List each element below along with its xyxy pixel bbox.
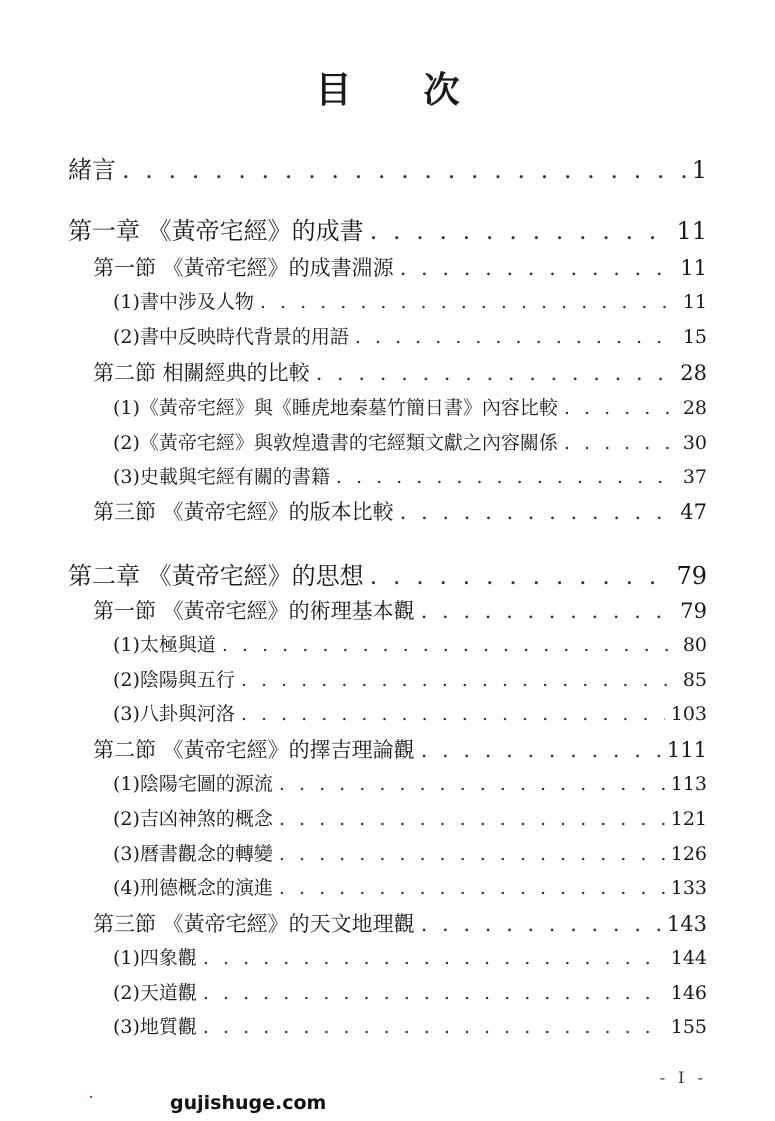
toc-entry-page: 126 (670, 843, 707, 865)
toc-entry-page: 1 (691, 156, 707, 184)
toc-entry-label: (2)吉凶神煞的概念 (113, 808, 273, 830)
toc-entry-page: 144 (670, 947, 707, 969)
dot-leader (355, 326, 677, 348)
toc-entry-section[interactable] (93, 357, 707, 387)
toc-entry-subsection[interactable] (113, 699, 707, 726)
toc-entry-subsection[interactable] (113, 462, 707, 489)
toc-entry-label: 第三節 《黃帝宅經》的版本比較 (93, 500, 394, 524)
toc-entry-subsection[interactable] (113, 943, 707, 970)
watermark: gujishuge.com (170, 1092, 327, 1114)
title-char-1: 目 (315, 70, 352, 111)
toc-entry-page: 155 (670, 1016, 707, 1038)
page-number: - I - (659, 1068, 707, 1087)
toc-entry-page: 28 (680, 361, 707, 385)
toc-entry-label: 第二章 《黃帝宅經》的思想 (68, 562, 364, 590)
toc-entry-label: 第二節 《黃帝宅經》的擇吉理論觀 (93, 738, 415, 762)
toc-entry-label: (1)陰陽宅圖的源流 (113, 773, 273, 795)
toc-entry-page: 15 (682, 326, 707, 348)
toc-entry-label: (1)四象觀 (113, 947, 197, 969)
toc-entry-page: 133 (670, 877, 707, 899)
toc-entry-page: 103 (670, 703, 707, 725)
toc-entry-label: (1)書中涉及人物 (113, 291, 254, 313)
toc-entry-label: 第一節 《黃帝宅經》的術理基本觀 (93, 599, 415, 623)
toc-entry-page: 85 (682, 669, 707, 691)
dot-leader (400, 500, 675, 524)
toc-entry-label: (3)史載與宅經有關的書籍 (113, 466, 330, 488)
toc-entry-page: 47 (680, 500, 707, 524)
toc-entry-page: 37 (682, 466, 707, 488)
toc-entry-subsection[interactable] (113, 804, 707, 831)
toc-entry-page: 11 (680, 256, 707, 280)
toc-entry-page: 80 (682, 634, 707, 656)
toc-entry-page: 79 (676, 562, 707, 590)
toc-entry-subsection[interactable] (113, 665, 707, 692)
toc-entry-label: (4)刑德概念的演進 (113, 877, 273, 899)
toc-entry-page: 11 (682, 291, 707, 313)
toc-entry-page: 111 (666, 738, 707, 762)
dot-leader (421, 912, 661, 936)
toc-entry-label: (2)書中反映時代背景的用語 (113, 326, 349, 348)
dot-leader (279, 808, 665, 830)
dot-leader (279, 843, 665, 865)
toc-entry-subsection[interactable] (113, 322, 707, 349)
toc-entry-subsection[interactable] (113, 1012, 707, 1039)
toc-entry-page: 79 (680, 599, 707, 623)
toc-entry-chapter-1[interactable] (68, 211, 707, 246)
toc-entry-page: 113 (670, 773, 707, 795)
dot-leader (400, 256, 675, 280)
toc-entry-section[interactable] (93, 595, 707, 625)
dot-leader (336, 466, 677, 488)
dot-leader (222, 634, 677, 656)
dot-leader (421, 599, 675, 623)
toc-entry-label: 緒言 (68, 156, 116, 184)
dot-leader (370, 217, 671, 245)
dot-leader (241, 703, 665, 725)
dot-leader (260, 291, 677, 313)
toc-entry-label: (1)太極與道 (113, 634, 216, 656)
dot-leader (370, 562, 671, 590)
toc-entry-subsection[interactable] (113, 978, 707, 1005)
toc-entry-label: (3)八卦與河洛 (113, 703, 235, 725)
dot-leader (241, 669, 677, 691)
toc-entry-label: (1)《黃帝宅經》與《睡虎地秦墓竹簡日書》內容比較 (113, 397, 558, 419)
toc-entry-label: 第一節 《黃帝宅經》的成書淵源 (93, 256, 394, 280)
toc-entry-section[interactable] (93, 252, 707, 282)
toc-entry-subsection[interactable] (113, 630, 707, 657)
dot-leader (564, 432, 677, 454)
toc-entry-section[interactable] (93, 734, 707, 764)
dot-leader (203, 982, 665, 1004)
toc-entry-label: (2)陰陽與五行 (113, 669, 235, 691)
title-char-2: 次 (423, 70, 460, 111)
dot-leader (203, 1016, 665, 1038)
dot-leader (279, 877, 665, 899)
toc-entry-label: 第一章 《黃帝宅經》的成書 (68, 217, 364, 245)
toc-entry-subsection[interactable] (113, 769, 707, 796)
toc-entry-page: 30 (682, 432, 707, 454)
dot-leader (122, 156, 686, 184)
toc-entry-page: 121 (670, 808, 707, 830)
toc-entry-label: (2)《黃帝宅經》與敦煌遺書的宅經類文獻之內容關係 (113, 432, 558, 454)
toc-entry-label: 第二節 相關經典的比較 (93, 361, 310, 385)
toc-entry-chapter-2[interactable] (68, 556, 707, 591)
dot-leader (203, 947, 665, 969)
toc-entry-subsection[interactable] (113, 393, 707, 420)
toc-entry-page: 28 (682, 397, 707, 419)
dot-leader (564, 397, 677, 419)
dot-leader (316, 361, 675, 385)
toc-entry-section[interactable] (93, 496, 707, 526)
toc-entry-subsection[interactable] (113, 428, 707, 455)
scan-speck (90, 1096, 92, 1098)
toc-entry-page: 143 (666, 912, 707, 936)
toc-entry-subsection[interactable] (113, 873, 707, 900)
toc-entry-introduction[interactable] (68, 150, 707, 185)
toc-entry-page: 11 (676, 217, 707, 245)
dot-leader (279, 773, 665, 795)
toc-entry-page: 146 (670, 982, 707, 1004)
toc-entry-label: (2)天道觀 (113, 982, 197, 1004)
toc-entry-label: (3)地質觀 (113, 1016, 197, 1038)
toc-entry-label: (3)曆書觀念的轉變 (113, 843, 273, 865)
toc-entry-section[interactable] (93, 908, 707, 938)
dot-leader (421, 738, 661, 762)
toc-entry-subsection[interactable] (113, 287, 707, 314)
toc-entry-subsection[interactable] (113, 839, 707, 866)
toc-entry-label: 第三節 《黃帝宅經》的天文地理觀 (93, 912, 415, 936)
